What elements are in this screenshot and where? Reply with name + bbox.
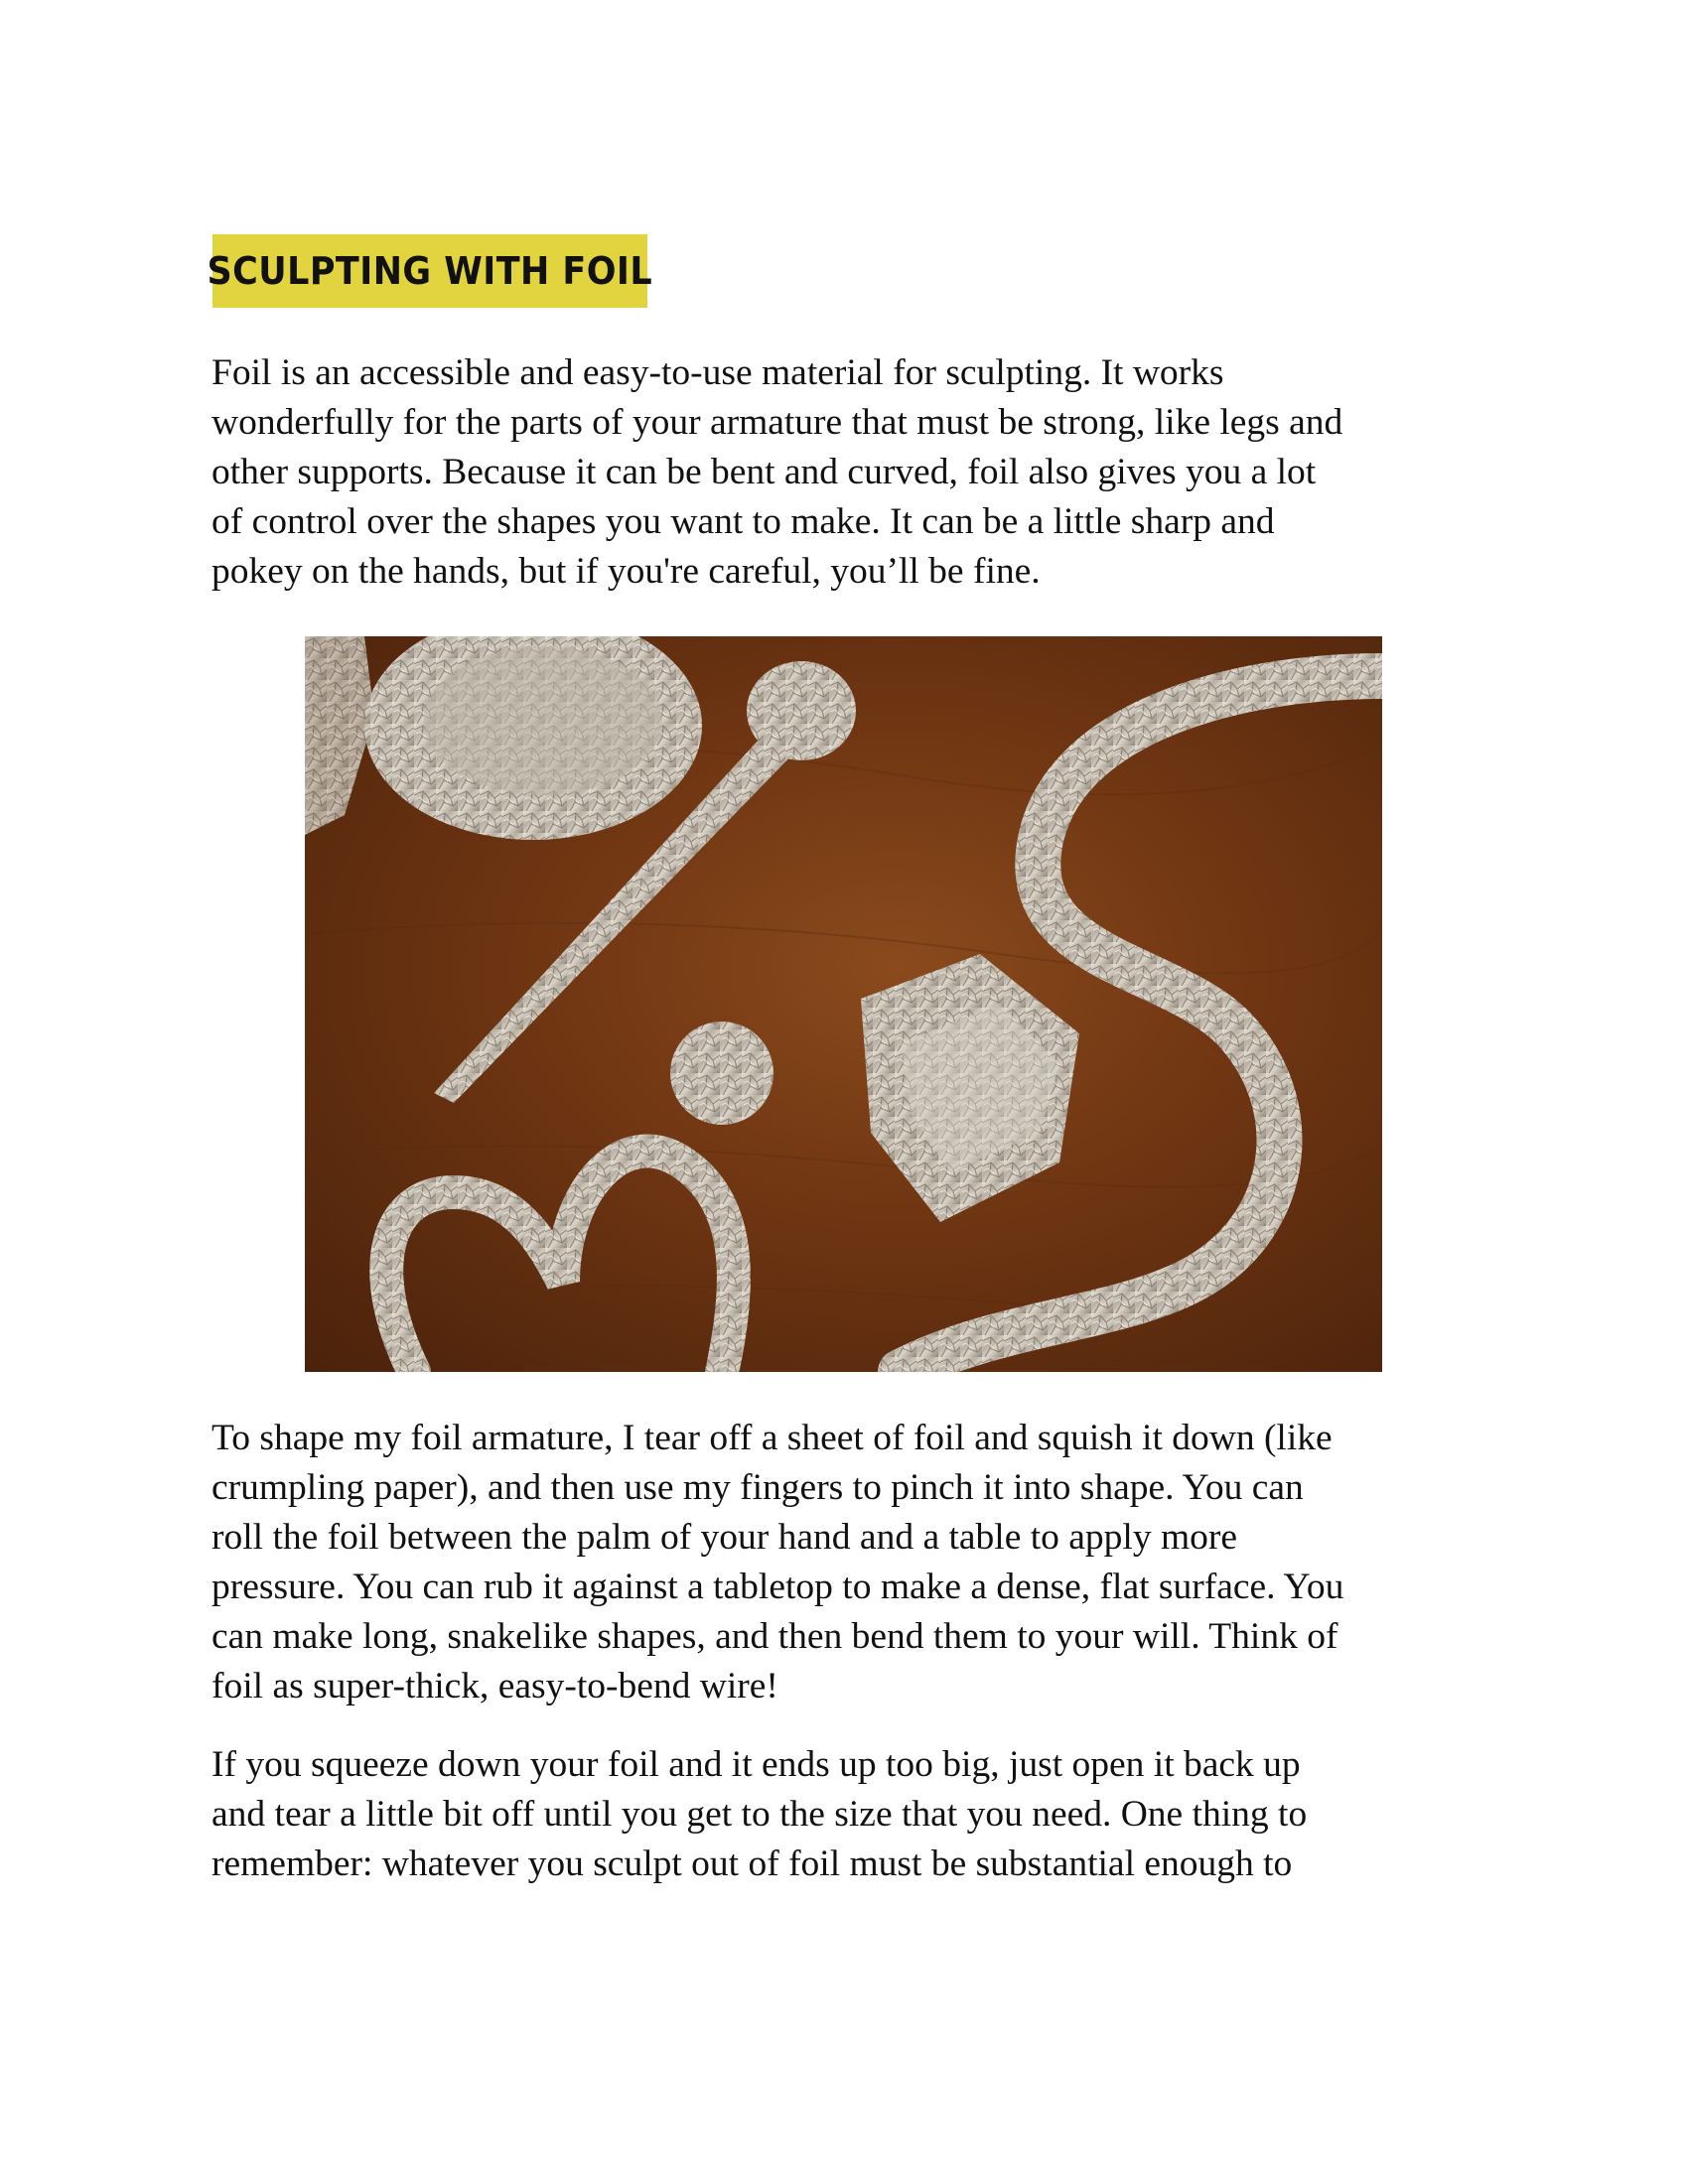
- text-line: To shape my foil armature, I tear off a sheet of foil and squish it down (like: [211, 1418, 1333, 1458]
- foil-sculptures-photo: [305, 636, 1382, 1372]
- foil-heart-loop: [386, 1151, 734, 1372]
- text-line: remember: whatever you sculpt out of foil must be substantial enough to: [211, 1843, 1293, 1884]
- text-line: and tear a little bit off until you get to the size that you need. One thing to: [211, 1794, 1308, 1835]
- text-line: crumpling paper), and then use my fingers to pinch it into shape. You can: [211, 1467, 1304, 1508]
- foil-ball: [670, 1022, 774, 1125]
- text-line: other supports. Because it can be bent and curved, foil also gives you a lot: [211, 452, 1317, 492]
- foil-bowl: [364, 636, 702, 840]
- section-heading-highlight: [207, 234, 653, 308]
- text-line: wonderfully for the parts of your armature that must be strong, like legs and: [211, 402, 1343, 443]
- text-line: roll the foil between the palm of your hand and a table to apply more: [211, 1517, 1238, 1558]
- text-line: pressure. You can rub it against a tabletop to make a dense, flat surface. You: [211, 1567, 1344, 1607]
- text-line: foil as super-thick, easy-to-bend wire!: [211, 1666, 778, 1706]
- paragraph-intro: [211, 348, 1482, 597]
- text-line: can make long, snakelike shapes, and then bend them to your will. Think of: [211, 1616, 1338, 1657]
- text-line: Foil is an accessible and easy-to-use material for sculpting. It works: [211, 352, 1224, 393]
- text-line: of control over the shapes you want to make. It can be a little sharp and: [211, 501, 1275, 542]
- text-line: pokey on the hands, but if you're careful, you’ll be fine.: [211, 551, 1041, 592]
- text-line: If you squeeze down your foil and it ends up too big, just open it back up: [211, 1744, 1301, 1785]
- paragraph-sizing: [211, 1740, 1482, 1889]
- paragraph-shaping: [211, 1414, 1482, 1711]
- section-heading: SCULPTING WITH FOIL: [207, 249, 653, 293]
